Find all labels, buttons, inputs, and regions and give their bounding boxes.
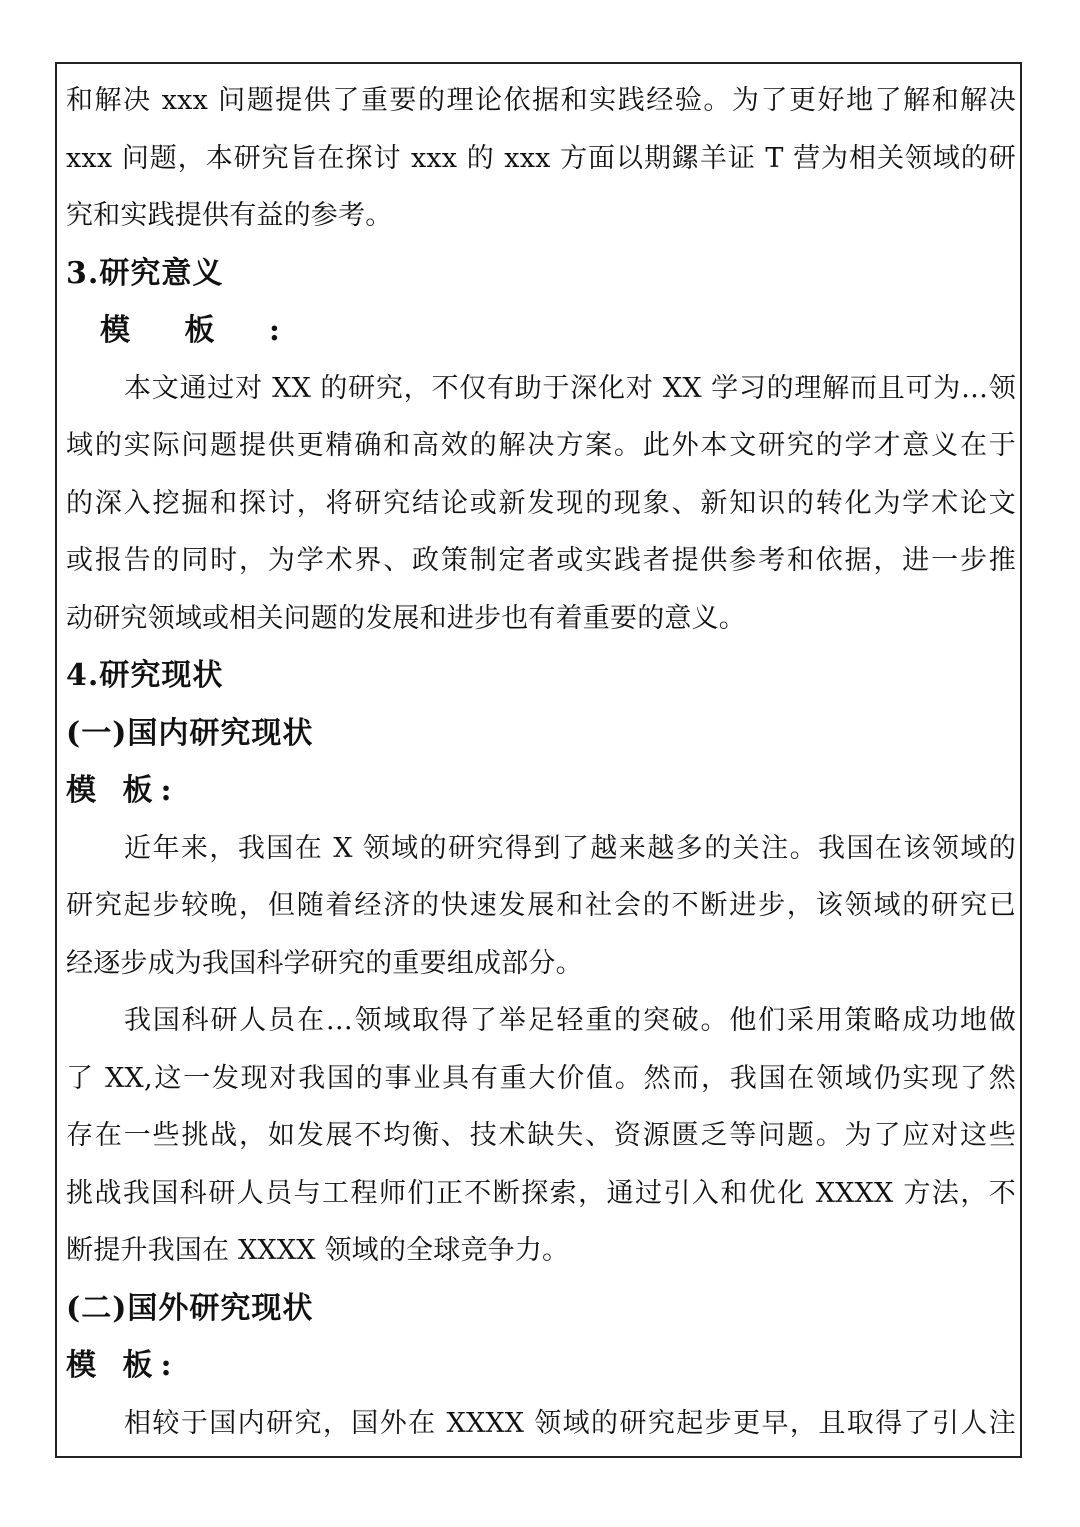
paragraph-line: 我国科研人员在…领域取得了举足轻重的突破。他们采用策略成功地做: [124, 1005, 1016, 1036]
paragraph-line: 经逐步成为我国科学研究的重要组成部分。: [66, 947, 583, 979]
paragraph-line: xxx 问题，本研究旨在探讨 xxx 的 xxx 方面以期鏍羊证 T 营为相关领域的研: [66, 142, 1016, 174]
section-heading-status: 4.研究现状: [66, 658, 224, 693]
paragraph-line: 域的实际问题提供更精确和高效的解决方案。此外本文研究的学才意义在于: [66, 430, 1016, 461]
paragraph-line: 近年来，我国在 X 领域的研究得到了越来越多的关注。我国在该领域的: [124, 832, 1016, 864]
paragraph-line: 挑战我国科研人员与工程师们正不断探索，通过引入和优化 XXXX 方法，不: [66, 1177, 1016, 1209]
paragraph-line: 了 XX,这一发现对我国的事业具有重大价值。然而，我国在领域仍实现了然: [66, 1062, 1016, 1094]
template-label: 模 板:: [66, 1348, 180, 1383]
paragraph-line: 动研究领域或相关问题的发展和进步也有着重要的意义。: [66, 602, 746, 634]
paragraph-line: 相较于国内研究，国外在 XXXX 领域的研究起步更早，且取得了引人注: [124, 1407, 1016, 1439]
paragraph-line: 究和实践提供有益的参考。: [66, 200, 393, 231]
paragraph-line: 或报告的同时，为学术界、政策制定者或实践者提供参考和依据，进一步推: [66, 545, 1016, 576]
subsection-heading-domestic: (一)国内研究现状: [66, 715, 314, 751]
paragraph-line: 的深入挖掘和探讨，将研究结论或新发现的现象、新知识的转化为学术论文: [66, 487, 1016, 519]
paragraph-line: 和解决 xxx 问题提供了重要的理论依据和实践经验。为了更好地了解和解决: [66, 85, 1016, 116]
section-heading-significance: 3.研究意义: [66, 255, 224, 291]
template-label: 模 板:: [66, 773, 180, 808]
subsection-heading-foreign: (二)国外研究现状: [66, 1290, 314, 1326]
template-label: 模 板 :: [100, 313, 302, 348]
paragraph-line: 本文通过对 XX 的研究，不仅有助于深化对 XX 学习的理解而且可为…领: [124, 372, 1016, 404]
paragraph-line: 研究起步较晚，但随着经济的快速发展和社会的不断进步，该领域的研究已: [66, 890, 1016, 921]
paragraph-line: 断提升我国在 XXXX 领域的全球竞争力。: [66, 1235, 570, 1266]
document-body: [66, 72, 1016, 1452]
paragraph-line: 存在一些挑战，如发展不均衡、技术缺失、资源匮乏等问题。为了应对这些: [66, 1120, 1016, 1151]
